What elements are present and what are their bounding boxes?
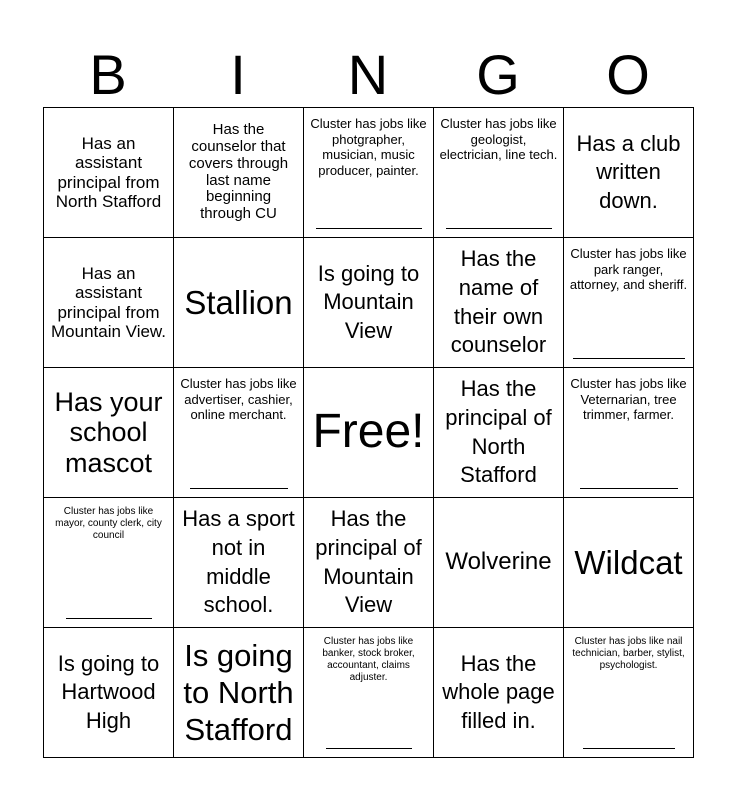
bingo-cell[interactable] bbox=[434, 498, 564, 628]
grid-row bbox=[44, 238, 694, 368]
bingo-cell[interactable] bbox=[434, 628, 564, 758]
cell-text: Cluster has jobs like nail technician, barber, stylist, psychologist. bbox=[572, 636, 685, 671]
bingo-cell[interactable] bbox=[174, 238, 304, 368]
cell-text: Has the counselor that covers through last name beginning through CU bbox=[188, 120, 289, 223]
answer-line bbox=[66, 618, 152, 619]
bingo-cell[interactable] bbox=[44, 498, 174, 628]
cell-text: Has the principal of Mountain View bbox=[315, 506, 422, 618]
bingo-cell[interactable] bbox=[174, 498, 304, 628]
bingo-grid bbox=[43, 107, 694, 758]
cell-text: Wildcat bbox=[574, 543, 683, 581]
cell-text: Is going to North Stafford bbox=[183, 637, 294, 748]
cell-text: Free! bbox=[312, 405, 425, 459]
bingo-cell[interactable] bbox=[434, 108, 564, 238]
answer-line bbox=[446, 228, 552, 229]
cell-text: Is going to Hartwood High bbox=[57, 650, 160, 733]
bingo-cell[interactable] bbox=[304, 498, 434, 628]
bingo-cell[interactable] bbox=[434, 238, 564, 368]
bingo-cell[interactable] bbox=[44, 108, 174, 238]
cell-text: Cluster has jobs like photgrapher, musician, music producer, painter. bbox=[310, 116, 427, 178]
bingo-cell[interactable] bbox=[44, 238, 174, 368]
answer-line bbox=[326, 748, 412, 749]
bingo-cell[interactable] bbox=[304, 628, 434, 758]
answer-line bbox=[316, 228, 422, 229]
cell-text: Has an assistant principal from Mountain View. bbox=[51, 264, 166, 341]
header-letter-g: G bbox=[476, 43, 520, 106]
bingo-header bbox=[43, 44, 693, 106]
bingo-cell[interactable] bbox=[304, 238, 434, 368]
header-letter-b: B bbox=[89, 43, 127, 106]
bingo-cell[interactable] bbox=[564, 628, 694, 758]
cell-text: Cluster has jobs like banker, stock broker, accountant, claims adjuster. bbox=[322, 636, 415, 683]
bingo-cell[interactable] bbox=[434, 368, 564, 498]
answer-line bbox=[580, 488, 678, 489]
bingo-cell[interactable] bbox=[174, 628, 304, 758]
cell-text: Cluster has jobs like geologist, electrician, line tech. bbox=[439, 116, 558, 163]
header-letter-n: N bbox=[347, 43, 389, 106]
cell-text: Wolverine bbox=[445, 548, 552, 576]
bingo-cell[interactable] bbox=[174, 368, 304, 498]
grid-row bbox=[44, 368, 694, 498]
header-letter-i: I bbox=[230, 43, 246, 106]
cell-text: Cluster has jobs like park ranger, attorney, and sheriff. bbox=[569, 246, 688, 293]
bingo-cell[interactable] bbox=[174, 108, 304, 238]
cell-text: Has the principal of North Stafford bbox=[445, 376, 552, 488]
cell-text: Has an assistant principal from North Stafford bbox=[55, 134, 162, 211]
bingo-cell[interactable] bbox=[564, 108, 694, 238]
cell-text: Cluster has jobs like advertiser, cashier, online merchant. bbox=[180, 376, 297, 423]
bingo-cell[interactable] bbox=[564, 368, 694, 498]
cell-text: Has the whole page filled in. bbox=[442, 650, 555, 733]
cell-text: Has your school mascot bbox=[54, 386, 163, 478]
cell-text: Cluster has jobs like Veternarian, tree trimmer, farmer. bbox=[570, 376, 687, 423]
cell-text: Has the name of their own counselor bbox=[450, 246, 547, 358]
answer-line bbox=[190, 488, 288, 489]
grid-row bbox=[44, 108, 694, 238]
grid-row bbox=[44, 498, 694, 628]
cell-text: Cluster has jobs like mayor, county clerk, city council bbox=[55, 506, 162, 541]
grid-row bbox=[44, 628, 694, 758]
bingo-cell[interactable] bbox=[304, 108, 434, 238]
bingo-cell[interactable] bbox=[564, 238, 694, 368]
cell-text: Has a club written down. bbox=[576, 130, 681, 213]
bingo-cell[interactable] bbox=[564, 498, 694, 628]
answer-line bbox=[573, 358, 685, 359]
cell-text: Stallion bbox=[184, 283, 293, 321]
bingo-cell[interactable] bbox=[304, 368, 434, 498]
answer-line bbox=[583, 748, 675, 749]
cell-text: Has a sport not in middle school. bbox=[182, 506, 295, 618]
bingo-cell[interactable] bbox=[44, 628, 174, 758]
bingo-cell[interactable] bbox=[44, 368, 174, 498]
cell-text: Is going to Mountain View bbox=[317, 260, 420, 343]
header-letter-o: O bbox=[606, 43, 650, 106]
